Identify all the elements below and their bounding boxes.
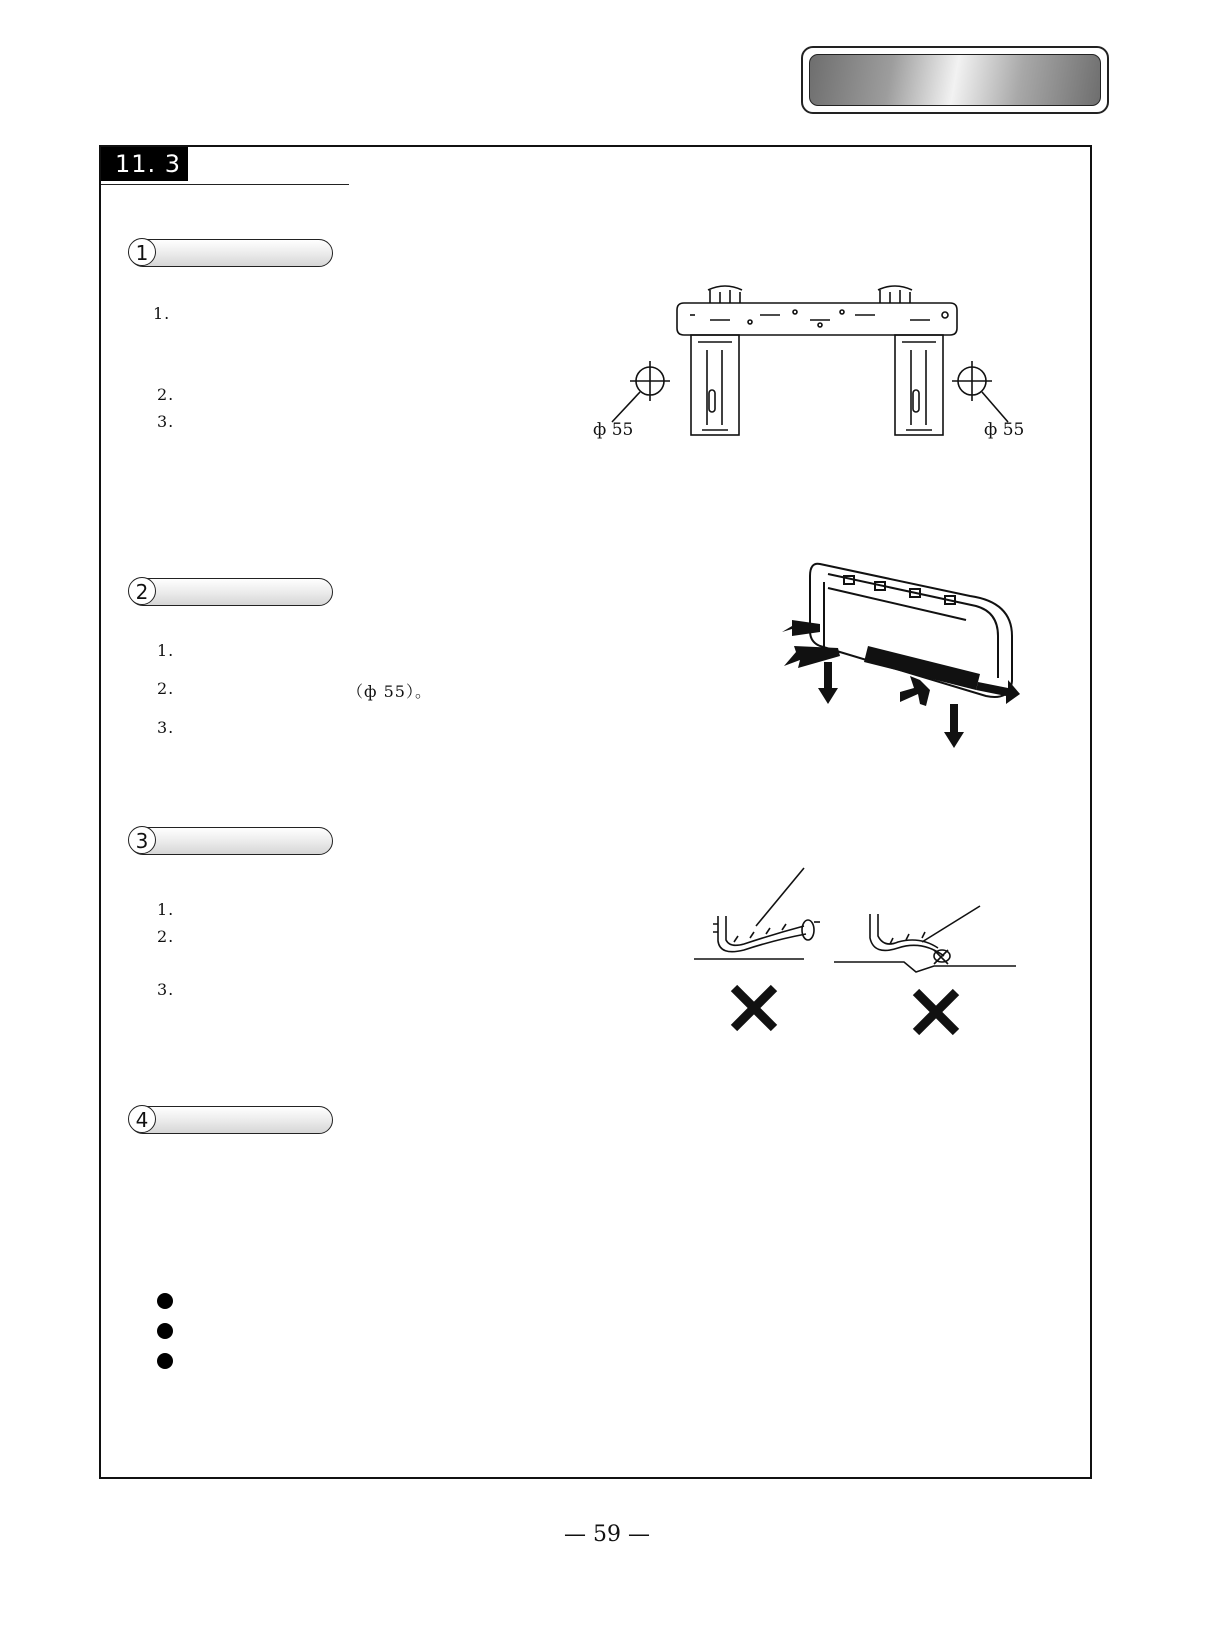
step-2-hole-note: （ф 55）。: [347, 682, 432, 701]
step-1-item-3: 3.: [157, 412, 175, 431]
chapter-tab: [801, 46, 1109, 114]
step-3-header: [129, 827, 333, 855]
step-2-item-2: 2.: [157, 679, 175, 698]
step-1-header: [129, 239, 333, 267]
step-2-header: [129, 578, 333, 606]
bullet-3: [157, 1353, 173, 1369]
chapter-tab-gradient: [809, 54, 1101, 106]
indoor-unit-piping-figure: [780, 556, 1020, 746]
bullet-2: [157, 1323, 173, 1339]
step-1-item-2: 2.: [157, 385, 175, 404]
step-3-item-3: 3.: [157, 980, 175, 999]
step-3-item-1: 1.: [157, 900, 175, 919]
step-4-number: 4: [128, 1105, 156, 1133]
step-3-number: 3: [128, 826, 156, 854]
step-3-item-2: 2.: [157, 927, 175, 946]
section-underline: [101, 184, 349, 185]
mounting-plate-figure: [580, 280, 1040, 450]
step-2-item-3: 3.: [157, 718, 175, 737]
drain-hose-incorrect-figure: [694, 886, 1024, 1036]
bullet-1: [157, 1293, 173, 1309]
hole-diameter-right: ф 55: [984, 420, 1025, 440]
step-4-header: [129, 1106, 333, 1134]
page-number: — 59 —: [564, 1522, 650, 1547]
step-2-item-1: 1.: [157, 641, 175, 660]
hole-diameter-left: ф 55: [593, 420, 634, 440]
step-2-number: 2: [128, 577, 156, 605]
step-1-number: 1: [128, 238, 156, 266]
section-number: 11. 3: [101, 147, 188, 181]
step-1-item-1: 1.: [153, 304, 171, 323]
